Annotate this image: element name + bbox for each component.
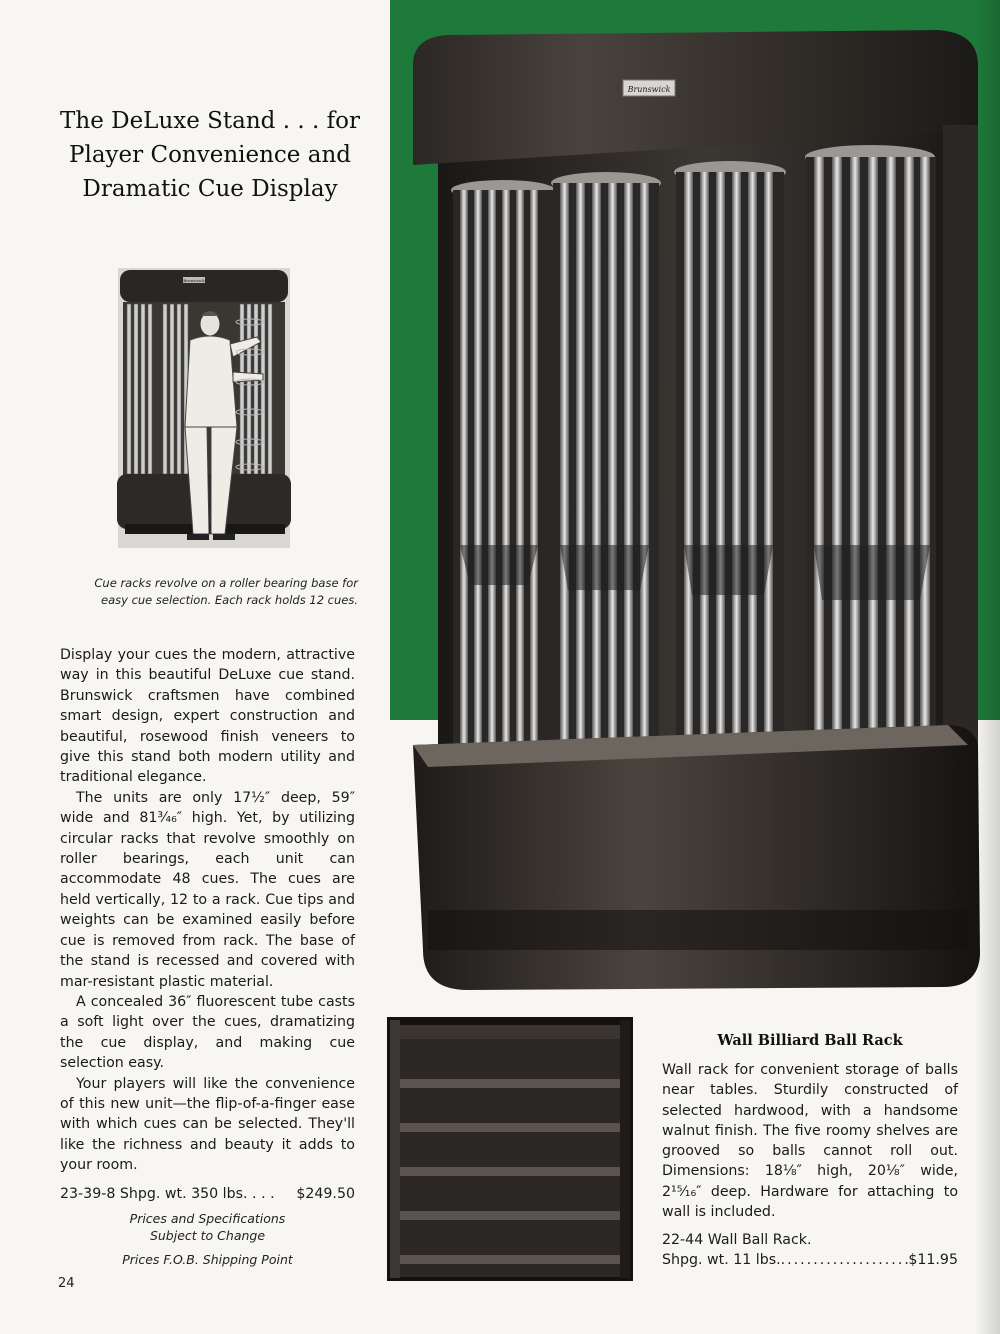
stand-brand-plate: Brunswick	[627, 85, 671, 94]
wall-rack-price-line	[662, 1250, 958, 1270]
description-paragraph: The units are only 17½″ deep, 59″ wide and 81¾₆″ high. Yet, by utilizing circular racks that revolve smoothly on roller bearings, each unit can accommodate 48 cues. The cues are held vertically, 12 to a rack. Cue tips and weights can be examined easily before cue is removed from rack. The base of the stand is recessed and covered with mar-resistant plastic material.	[60, 789, 355, 990]
description-paragraph: A concealed 36″ fluorescent tube casts a soft light over the cues, dramatizing the cue display, and making cue selection easy.	[60, 993, 355, 1072]
wall-rack-description	[662, 1060, 958, 1222]
wall-rack-heading: Wall Billiard Ball Rack	[717, 1032, 903, 1049]
small-brand-plate: Brunswick	[183, 278, 205, 283]
stand-order-line	[60, 1184, 355, 1204]
wall-rack-catalog-line	[662, 1230, 958, 1250]
description-paragraph: Display your cues the modern, attractive way in this beautiful DeLuxe cue stand. Brunswick craftsmen have combined smart design, expert construction and beautiful, rosewood finish veneers to give this stand both modern utility and traditional elegance.	[60, 647, 355, 786]
description-paragraph: Your players will like the convenience of this new unit—the flip-of-a-finger ease with which cues can be selected. They'll like the richness and beauty it adds to your room.	[60, 1075, 355, 1174]
stand-catalog-number: 23-39-8 Shpg. wt. 350 lbs. . . .	[60, 1186, 275, 1202]
wall-rack-description-text: Wall rack for convenient storage of balls near tables. Sturdily constructed of selected hardwood, with a handsome walnut finish. The five roomy shelves are grooved so balls cannot roll out. Dimensions: 18⅛″ high, 20⅛″ wide, 2¹⁵⁄₁₆″ deep. Hardware for attaching to wall is included.	[662, 1062, 958, 1221]
wall-rack-order	[662, 1230, 958, 1271]
deluxe-cue-stand-illustration	[408, 25, 988, 995]
page-edge-shadow	[975, 0, 1000, 1334]
leader-dots	[781, 1250, 909, 1270]
prices-note-line-3: Prices F.O.B. Shipping Point	[122, 1252, 293, 1267]
headline-line-3: Dramatic Cue Display	[82, 176, 338, 202]
page-number: 24	[58, 1276, 75, 1291]
cue-stand-with-man-illustration	[115, 262, 295, 552]
stand-price: $249.50	[296, 1186, 355, 1202]
prices-note-line-1: Prices and Specifications	[129, 1211, 286, 1226]
wall-rack-weight: Shpg. wt. 11 lbs.	[662, 1252, 781, 1269]
prices-note	[95, 1210, 320, 1268]
caption-line-2: easy cue selection. Each rack holds 12 cues.	[101, 593, 358, 607]
headline-line-2: Player Convenience and	[69, 142, 351, 168]
wall-rack-catalog-number: 22-44 Wall Ball Rack.	[662, 1232, 812, 1248]
prices-note-line-2: Subject to Change	[149, 1228, 266, 1243]
wall-ball-rack-illustration	[385, 1015, 635, 1283]
illustration-caption	[58, 575, 358, 609]
headline-line-1: The DeLuxe Stand . . . for	[60, 108, 360, 134]
wall-rack-price: $11.95	[908, 1252, 958, 1269]
caption-line-1: Cue racks revolve on a roller bearing base for	[94, 576, 358, 590]
stand-description	[60, 645, 355, 1176]
page-headline	[50, 104, 370, 206]
